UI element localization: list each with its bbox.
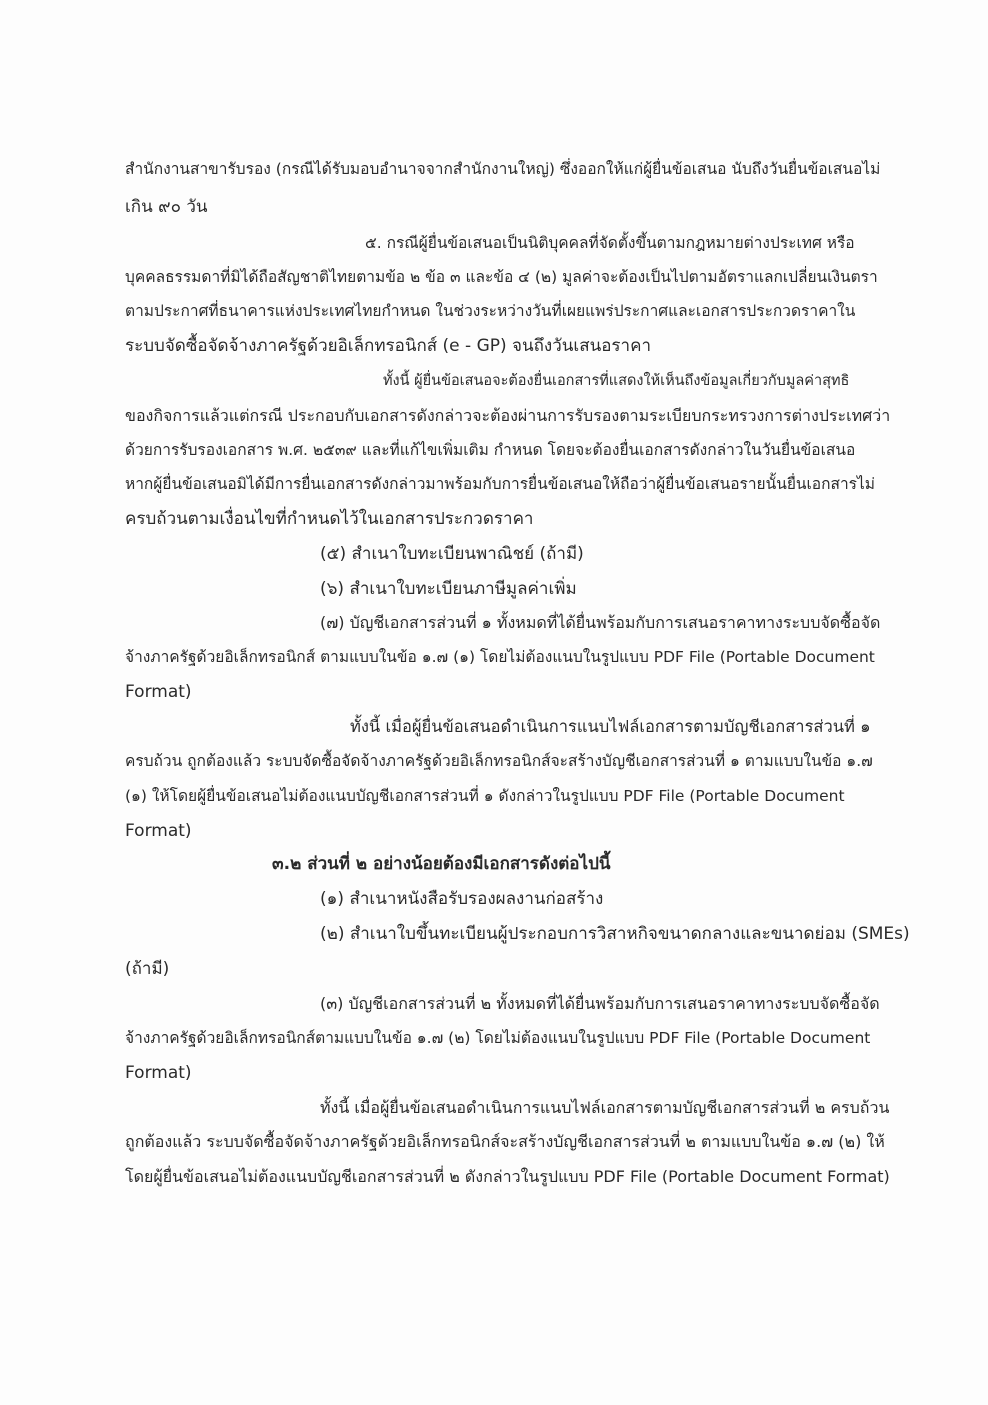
paragraph-line: ครบถ้วนตามเงื่อนไขที่กำหนดไว้ในเอกสารประกวดราคา — [125, 509, 534, 529]
section-heading: ๓.๒ ส่วนที่ ๒ อย่างน้อยต้องมีเอกสารดังต่อไปนี้ — [272, 854, 611, 874]
list-item: (๒) สำเนาใบขึ้นทะเบียนผู้ประกอบการวิสาหกิจขนาดกลางและขนาดย่อม (SMEs) — [320, 924, 910, 944]
paragraph-line: Format) — [125, 1063, 192, 1083]
paragraph-line: ทั้งนี้ ผู้ยื่นข้อเสนอจะต้องยื่นเอกสารที่แสดงให้เห็นถึงข้อมูลเกี่ยวกับมูลค่าสุทธิ — [383, 373, 850, 389]
paragraph-line: จ้างภาครัฐด้วยอิเล็กทรอนิกส์ ตามแบบในข้อ ๑.๗ (๑) โดยไม่ต้องแนบในรูปแบบ PDF File (Portable Document — [125, 648, 875, 666]
paragraph-line: สำนักงานสาขารับรอง (กรณีได้รับมอบอำนาจจากสำนักงานใหญ่) ซึ่งออกให้แก่ผู้ยื่นข้อเสนอ นับถึงวันยื่นข้อเสนอไม่ — [125, 160, 881, 178]
paragraph-line: ด้วยการรับรองเอกสาร พ.ศ. ๒๕๓๙ และที่แก้ไขเพิ่มเติม กำหนด โดยจะต้องยื่นเอกสารดังกล่าวในวันยื่นข้อเสนอ — [125, 441, 856, 459]
paragraph-line: เกิน ๙๐ วัน — [125, 197, 208, 217]
paragraph-line: ตามประกาศที่ธนาคารแห่งประเทศไทยกำหนด ในช่วงระหว่างวันที่เผยแพร่ประกาศและเอกสารประกวดราคาใน — [125, 302, 856, 320]
list-item: (๑) สำเนาหนังสือรับรองผลงานก่อสร้าง — [320, 889, 604, 909]
paragraph-line: ของกิจการแล้วแต่กรณี ประกอบกับเอกสารดังกล่าวจะต้องผ่านการรับรองตามระเบียบกระทรวงการต่างประเทศว่า — [125, 406, 891, 425]
paragraph-line: หากผู้ยื่นข้อเสนอมิได้มีการยื่นเอกสารดังกล่าวมาพร้อมกับการยื่นข้อเสนอให้ถือว่าผู้ยื่นข้อเสนอรายนั้นยื่นเอกสารไม่ — [125, 475, 875, 493]
paragraph-line: ระบบจัดซื้อจัดจ้างภาครัฐด้วยอิเล็กทรอนิกส์ (e - GP) จนถึงวันเสนอราคา — [125, 336, 652, 356]
paragraph-line: จ้างภาครัฐด้วยอิเล็กทรอนิกส์ตามแบบในข้อ ๑.๗ (๒) โดยไม่ต้องแนบในรูปแบบ PDF File (Portable Document — [125, 1029, 871, 1047]
paragraph-line: Format) — [125, 821, 192, 841]
list-item: (๗) บัญชีเอกสารส่วนที่ ๑ ทั้งหมดที่ได้ยื่นพร้อมกับการเสนอราคาทางระบบจัดซื้อจัด — [320, 613, 881, 632]
paragraph-line: Format) — [125, 682, 192, 702]
paragraph-line: ทั้งนี้ เมื่อผู้ยื่นข้อเสนอดำเนินการแนบไฟล์เอกสารตามบัญชีเอกสารส่วนที่ ๒ ครบถ้วน — [320, 1098, 890, 1117]
paragraph-line: โดยผู้ยื่นข้อเสนอไม่ต้องแนบบัญชีเอกสารส่วนที่ ๒ ดังกล่าวในรูปแบบ PDF File (Portable Document Format) — [125, 1167, 890, 1186]
list-item: (๕) สำเนาใบทะเบียนพาณิชย์ (ถ้ามี) — [320, 544, 584, 564]
list-item: (๓) บัญชีเอกสารส่วนที่ ๒ ทั้งหมดที่ได้ยื่นพร้อมกับการเสนอราคาทางระบบจัดซื้อจัด — [320, 994, 880, 1013]
list-item: (๖) สำเนาใบทะเบียนภาษีมูลค่าเพิ่ม — [320, 579, 577, 599]
paragraph-line: ครบถ้วน ถูกต้องแล้ว ระบบจัดซื้อจัดจ้างภาครัฐด้วยอิเล็กทรอนิกส์จะสร้างบัญชีเอกสารส่วนที่ ๑ ตามแบบในข้อ ๑.๗ — [125, 752, 873, 770]
paragraph-line: ทั้งนี้ เมื่อผู้ยื่นข้อเสนอดำเนินการแนบไฟล์เอกสารตามบัญชีเอกสารส่วนที่ ๑ — [350, 717, 871, 736]
paragraph-line: ๕. กรณีผู้ยื่นข้อเสนอเป็นนิติบุคคลที่จัดตั้งขึ้นตามกฎหมายต่างประเทศ หรือ — [365, 234, 855, 252]
paragraph-line: (๑) ให้โดยผู้ยื่นข้อเสนอไม่ต้องแนบบัญชีเอกสารส่วนที่ ๑ ดังกล่าวในรูปแบบ PDF File (Portable Document — [125, 787, 845, 805]
paragraph-line: ถูกต้องแล้ว ระบบจัดซื้อจัดจ้างภาครัฐด้วยอิเล็กทรอนิกส์จะสร้างบัญชีเอกสารส่วนที่ ๒ ตามแบบในข้อ ๑.๗ (๒) ให้ — [125, 1132, 885, 1151]
paragraph-line: (ถ้ามี) — [125, 959, 170, 979]
paragraph-line: บุคคลธรรมดาที่มิได้ถือสัญชาติไทยตามข้อ ๒ ข้อ ๓ และข้อ ๔ (๒) มูลค่าจะต้องเป็นไปตามอัตราแลกเปลี่ยนเงินตรา — [125, 268, 878, 286]
